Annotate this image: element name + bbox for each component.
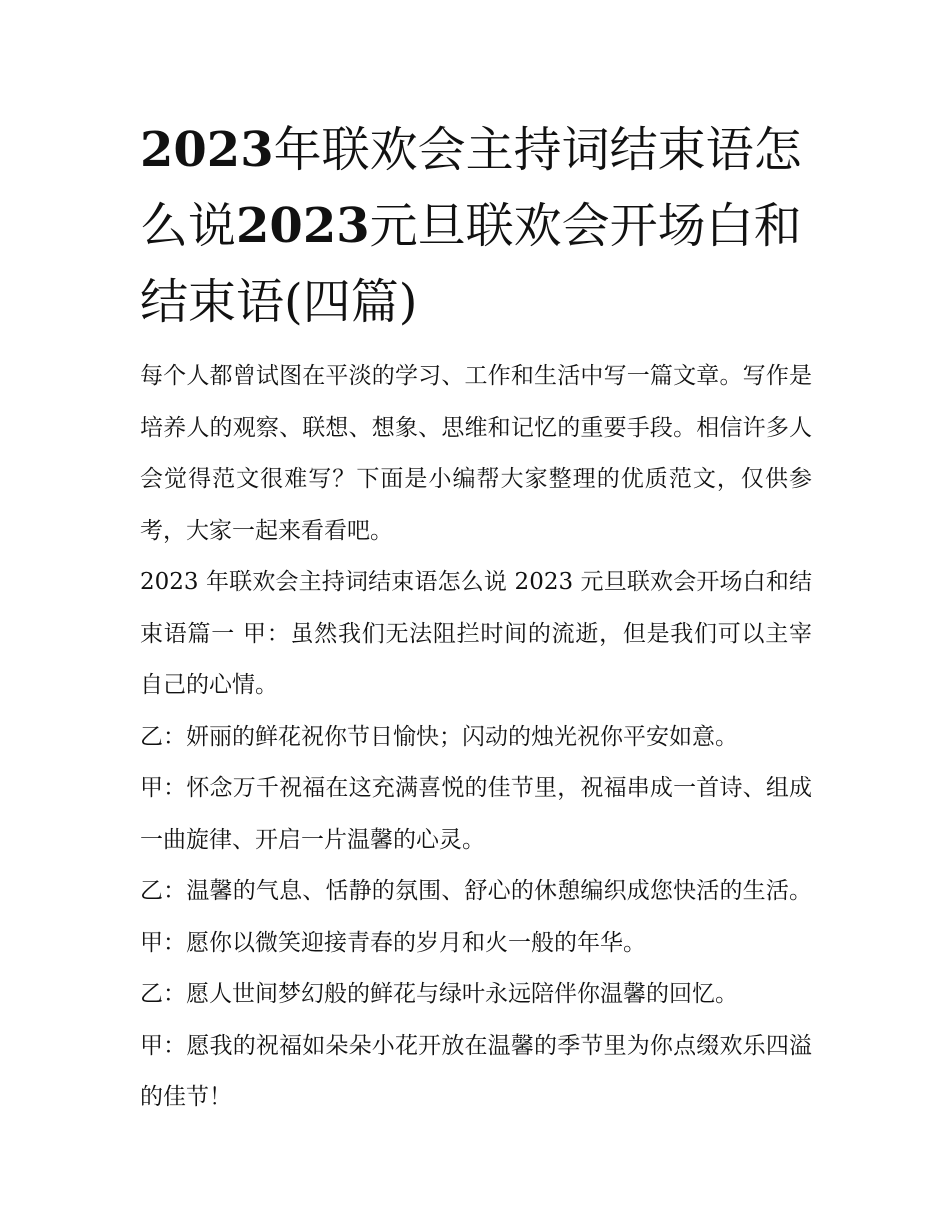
document-title — [140, 112, 812, 340]
paragraph: 乙：妍丽的鲜花祝你节日愉快；闪动的烛光祝你平安如意。 — [140, 723, 738, 750]
paragraph: 甲：愿我的祝福如朵朵小花开放在温馨的季节里为你点缀欢乐四溢的佳节！ — [140, 1032, 812, 1110]
paragraph: 甲：怀念万千祝福在这充满喜悦的佳节里，祝福串成一首诗、组成一曲旋律、开启一片温馨的心灵。 — [140, 775, 812, 853]
title-part: 元旦联欢会开场白和结束语(四篇) — [140, 198, 802, 330]
title-part: 2023 — [140, 122, 274, 178]
paragraph: 乙：愿人世间梦幻般的鲜花与绿叶永远陪伴你温馨的回忆。 — [140, 981, 738, 1007]
title-part: 2023 — [236, 198, 370, 254]
paragraph: 乙：温馨的气息、恬静的氛围、舒心的休憩编织成您快活的生活。 甲：愿你以微笑迎接青春的岁月和火一般的年华。 — [140, 878, 812, 956]
paragraph: 2023 年联欢会主持词结束语怎么说 2023 元旦联欢会开场白和结束语篇一 甲：虽然我们无法阻拦时间的流逝，但是我们可以主宰自己的心情。 — [140, 569, 812, 698]
document-body — [140, 351, 812, 1124]
document-page — [140, 112, 812, 1124]
title-part: 年联欢会主持词结束语怎么说 — [140, 122, 802, 254]
paragraph-intro: 每个人都曾试图在平淡的学习、工作和生活中写一篇文章。写作是培养人的观察、联想、想象、思维和记忆的重要手段。相信许多人会觉得范文很难写？下面是小编帮大家整理的优质范文，仅供参考，大家一起来看看吧。 — [140, 363, 812, 544]
